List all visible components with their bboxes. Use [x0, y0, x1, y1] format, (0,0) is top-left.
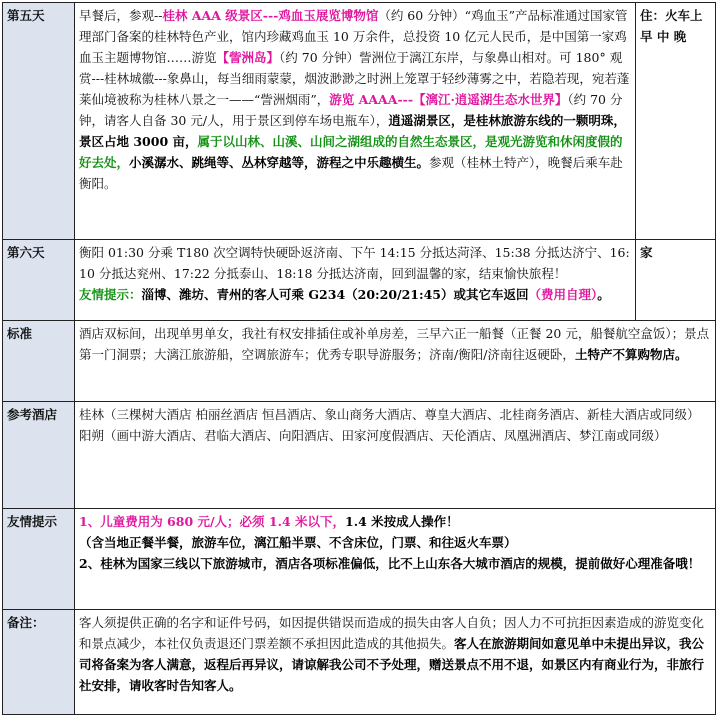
day5-seg: （约 70 分钟，请客人自备 30 元/人，用于景区到停车场电瓶车），	[79, 92, 623, 128]
remarks-label: 备注：	[3, 610, 75, 715]
hotels-guilin: 桂林（三棵树大酒店 柏丽丝酒店 恒昌酒店、象山商务大酒店、尊皇大酒店、北桂商务酒店、新桂大酒店或同级）	[79, 407, 700, 422]
day6-note: 家	[636, 240, 716, 321]
day5-seg: 【訾洲岛】	[216, 50, 280, 65]
tips-label: 友情提示	[3, 509, 75, 610]
day5-seg: （约 70 分钟）訾洲位于漓江东岸，与象鼻山相对。可 180° 观赏---桂林城徽---象鼻山，每当细雨蒙蒙，烟波渺渺之时洲上笼罩于轻纱薄雾之中，若隐若现，宛若蓬莱仙境被称为桂林八景之一——“訾洲烟雨”，	[79, 50, 630, 107]
remarks-content	[75, 610, 716, 715]
day5-seg: 参观（桂林土特产），晚餐后乘车赴衡阳。	[79, 155, 623, 191]
day5-seg: 属于以山林、山溪、山间之湖组成的自然生态景区，是观光游览和休闲度假的好去处，	[79, 134, 623, 170]
standard-label: 标准	[3, 321, 75, 402]
hotels-content	[75, 402, 716, 509]
day5-seg: 早餐后，参观--	[79, 8, 163, 23]
day5-seg: 游览 AAAA---【漓江·逍遥湖生态水世界】	[329, 92, 568, 107]
hotels-row	[3, 402, 716, 509]
remarks-text-bold: 客人在旅游期间如意见单中未提出异议，我公司将备案为客人满意，返程后再异议，请谅解我公司不予处理，赠送景点不用不退，如景区内有商业行为，非旅行社安排，请收客时告知客人。	[79, 636, 705, 693]
day5-seg: 逍遥湖景区，	[388, 113, 464, 128]
day5-seg: 桂林 AAA 级景区---鸡血玉展览博物馆	[162, 8, 379, 23]
day5-seg: （约 60 分钟）“鸡血玉”产品标准通过国家管理部门备案的桂林特色产业，馆内珍藏鸡血玉 10 万余件，总投资 10 亿元人民币，是中国第一家鸡血玉主题博物馆……游览	[79, 8, 628, 65]
tips-row	[3, 509, 716, 610]
standard-content	[75, 321, 716, 402]
remarks-row	[3, 610, 716, 715]
tips-content	[75, 509, 716, 610]
day6-row	[3, 240, 716, 321]
day6-schedule: 衡阳 01:30 分乘 T180 次空调特快硬卧返济南、下午 14:15 分抵达菏泽、15:38 分抵达济宁、16:10 分抵达兖州、17:22 分抵泰山、18:18 分抵达济南，回到温馨的家，结束愉快旅程！	[79, 245, 630, 281]
day5-seg: 小溪潺水、跳绳等、丛林穿越等，游程之中乐趣横生。	[129, 155, 430, 170]
hotels-label: 参考酒店	[3, 402, 75, 509]
day5-seg: 是桂林旅游东线的一颗明珠，景区占地 3000 亩，	[79, 113, 626, 149]
day5-content	[75, 3, 636, 240]
standard-text-bold: 土特产不算购物店。	[574, 347, 688, 362]
day6-label: 第六天	[3, 240, 75, 321]
day6-content	[75, 240, 636, 321]
hotels-yangshuo: 阳朔（画中游大酒店、君临大酒店、向阳酒店、田家河度假酒店、天伦酒店、凤凰洲酒店、梦江南或同级）	[79, 428, 667, 443]
day5-row	[3, 3, 716, 240]
day5-note: 住：火车上 早 中 晚	[636, 3, 716, 240]
day6-tip-head: 友情提示：	[79, 287, 142, 302]
standard-text: 酒店双标间，出现单男单女，我社有权安排插住或补单房差，三早六正一船餐（正餐 20 元，船餐航空盒饭）；景点第一门洞票；大漓江旅游船，空调旅游车；优秀专职导游服务；济南/衡阳/济南往返硬卧，	[79, 326, 710, 362]
tips-hotel-standard: 2、桂林为国家三线以下旅游城市，酒店各项标准偏低，比不上山东各大城市酒店的规模，提前做好心理准备哦！	[79, 556, 701, 571]
itinerary-table	[2, 2, 716, 715]
tips-child-includes: （含当地正餐半餐，旅游车位，漓江船半票、不含床位，门票、和往返火车票）	[79, 535, 517, 550]
tips-child-fee: 1、儿童费用为 680 元/人；必须 1.4 米以下，	[79, 514, 346, 529]
day6-tip-fee: （费用自理）	[528, 287, 598, 302]
day6-tip-body: 淄博、潍坊、青州的客人可乘 G234（20:20/21:45）或其它车返回	[141, 287, 529, 302]
tips-child-adult: 1.4 米按成人操作！	[345, 514, 459, 529]
day6-tip-end: 。	[597, 287, 610, 302]
standard-row	[3, 321, 716, 402]
remarks-text: 客人须提供正确的名字和证件号码，如因提供错误而造成的损失由客人自负；因人力不可抗拒因素造成的游览变化和景点减少，本社仅负责退还门票差额不承担因此造成的其他损失。	[79, 615, 705, 651]
day5-label: 第五天	[3, 3, 75, 240]
